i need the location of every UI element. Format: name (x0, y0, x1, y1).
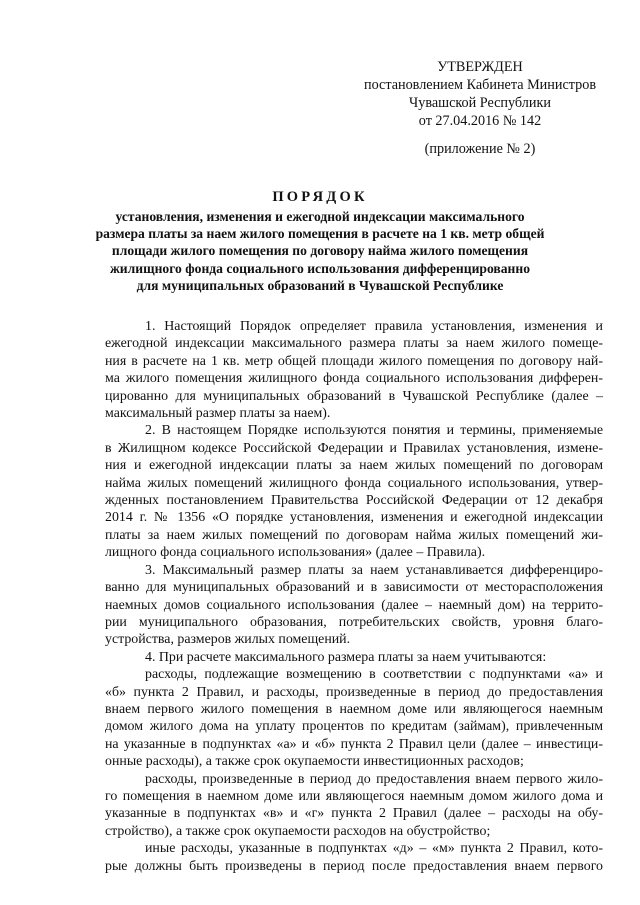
document-subtitle (60, 208, 580, 294)
paragraph-line: домом жилого дома на уплату процентов по кредитам (займам), привлеченным (105, 719, 603, 735)
paragraph (105, 666, 603, 770)
paragraph-line: ма жилого помещения жилищного фонда социального использования дифферен- (105, 371, 603, 387)
paragraph-line: наемных домов социального использования (далее – наемный дом) на террито- (105, 597, 603, 613)
paragraph-line: стройство), а также срок окупаемости расходов на обустройство; (105, 823, 491, 839)
paragraph-line: рии муниципального образования, потребительских свойств, уровня благо- (105, 614, 603, 630)
paragraph-line: расходы, произведенные в период до предоставления внаем первого жило- (145, 771, 603, 787)
approval-line: постановлением Кабинета Министров (363, 77, 597, 93)
document-body (105, 318, 603, 875)
paragraph-line: внаем первого жилого помещения в наемном доме или являющегося наемным (105, 701, 603, 717)
approval-stamp (355, 58, 605, 130)
paragraph-line: ния в расчете на 1 кв. метр общей площади жилого помещения по договору най- (105, 353, 603, 369)
paragraph-line: ванно для муниципальных образований и в зависимости от месторасположения (105, 580, 603, 596)
paragraph-line: указанные в подпунктах «в» и «г» пункта 2 Правил (далее – расходы на обу- (105, 806, 603, 822)
paragraph-line: на указанные в подпунктах «а» и «б» пункта 2 Правил цели (далее – инвестици- (105, 736, 603, 752)
paragraph-line: иные расходы, указанные в подпунктах «д» – «м» пункта 2 Правил, кото- (145, 841, 603, 857)
paragraph-line: 3. Максимальный размер платы за наем устанавливается дифференциро- (145, 562, 603, 578)
paragraph-line: 2014 г. № 1356 «О порядке установления, изменения и ежегодной индексации (105, 510, 603, 526)
document-title: ПОРЯДОК (272, 189, 368, 205)
paragraph-line: жденных постановлением Правительства Российской Федерации от 12 декабря (105, 493, 603, 509)
paragraph-line: ежегодной индексации максимального размера платы за наем жилого помеще- (105, 336, 603, 352)
paragraph-line: расходы, подлежащие возмещению в соответствии с подпунктами «а» и (145, 667, 603, 683)
subtitle-line: размера платы за наем жилого помещения в расчете на 1 кв. метр общей (95, 226, 545, 242)
paragraph-line: онные расходы), а также срок окупаемости инвестиционных расходов; (105, 754, 524, 770)
paragraph-line: найма жилых помещений жилищного фонда социального использования, утвер- (105, 475, 603, 491)
paragraph-line: ния и ежегодной индексации платы за наем жилых помещений по договорам (105, 458, 603, 474)
paragraph-line: «б» пункта 2 Правил, и расходы, произведенные в период до предоставления (105, 684, 603, 700)
paragraph (105, 771, 603, 841)
subtitle-line: для муниципальных образований в Чувашской Республике (136, 277, 504, 293)
paragraph (105, 562, 603, 649)
subtitle-line: установления, изменения и ежегодной индексации максимального (115, 209, 525, 224)
paragraph (105, 422, 603, 561)
paragraph (105, 649, 603, 666)
paragraph-line: 2. В настоящем Порядке используются понятия и термины, применяемые (145, 423, 603, 439)
paragraph-line: платы за наем жилых помещений по договорам найма жилых помещений жи- (105, 527, 603, 543)
paragraph-line: рые должны быть произведены в период после предоставления внаем первого (105, 858, 603, 874)
paragraph-line: лищного фонда социального использования» (далее – Правила). (105, 545, 486, 561)
paragraph-line: устройства, размеров жилых помещений. (105, 632, 351, 648)
subtitle-line: площади жилого помещения по договору найма жилого помещения (111, 243, 529, 259)
approval-line: УТВЕРЖДЕН (437, 59, 523, 75)
approval-line: Чувашской Республики (409, 95, 551, 111)
paragraph-line: максимальный размер платы за наем). (105, 406, 331, 422)
appendix-note: (приложение № 2) (424, 141, 536, 157)
paragraph-line: го помещения в наемном доме или являющегося наемным домом жилого дома и (105, 788, 603, 804)
paragraph (105, 840, 603, 875)
approval-line: от 27.04.2016 № 142 (418, 113, 542, 129)
subtitle-line: жилищного фонда социального использования дифференцированно (109, 260, 531, 276)
paragraph (105, 318, 603, 422)
paragraph-line: цированно для муниципальных образований в Чувашской Республике (далее – (105, 388, 603, 404)
paragraph-line: 1. Настоящий Порядок определяет правила установления, изменения и (145, 319, 603, 334)
paragraph-line: в Жилищном кодексе Российской Федерации и Правилах установления, измене- (105, 440, 603, 456)
paragraph-line: 4. При расчете максимального размера платы за наем учитываются: (145, 649, 547, 665)
